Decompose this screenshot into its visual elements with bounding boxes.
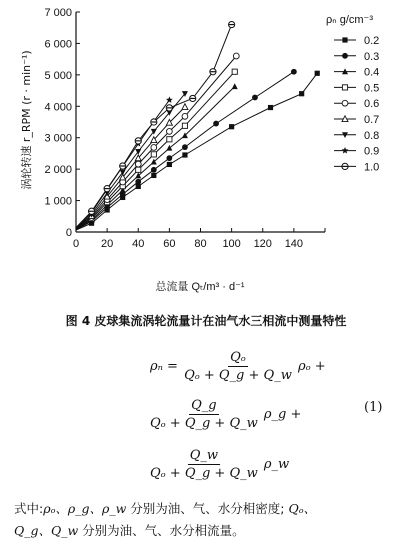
legend-item (334, 146, 379, 158)
legend-item (334, 130, 379, 142)
data-point (233, 53, 239, 59)
x-ticks (73, 228, 325, 250)
data-point (166, 105, 172, 111)
series-line (76, 25, 232, 228)
data-point (315, 71, 320, 76)
legend-item (334, 161, 379, 173)
legend-marker (342, 163, 348, 169)
data-point (151, 173, 156, 178)
data-point (291, 69, 297, 75)
data-point (135, 179, 141, 185)
y-tick-label: 4 000 (44, 101, 72, 114)
data-point (182, 152, 187, 157)
data-point (166, 96, 173, 103)
equation-number: (1) (364, 400, 383, 415)
fraction-2-numerator: Q_g (191, 398, 217, 413)
legend-label: 0.9 (364, 145, 380, 158)
data-point (299, 91, 304, 96)
fraction-2-denominator: Qₒ + Q_g + Q_w (150, 416, 258, 431)
x-tick-label: 100 (222, 238, 241, 250)
fraction-1-denominator: Qₒ + Q_g + Q_w (184, 368, 292, 383)
legend-item (334, 98, 379, 110)
y-tick-label: 5 000 (44, 69, 72, 82)
legend (326, 14, 379, 173)
data-point (229, 21, 235, 27)
fraction-3-denominator: Qₒ + Q_g + Q_w (150, 466, 258, 481)
x-tick-label: 40 (132, 238, 145, 250)
x-tick-label: 0 (72, 238, 80, 250)
legend-label: 0.2 (364, 35, 380, 47)
series-1.0 (76, 21, 235, 227)
data-point (232, 83, 238, 89)
legend-marker (342, 37, 347, 42)
x-tick-label: 60 (163, 238, 176, 250)
note-prefix: 式中: (14, 501, 44, 516)
data-point (166, 129, 172, 135)
note-density-symbols: ρₒ、ρ_g、ρ_w (43, 501, 127, 516)
equation-line-1 (150, 350, 326, 383)
data-point (151, 145, 157, 151)
data-point (151, 152, 156, 157)
fraction-3-numerator: Q_w (189, 448, 219, 463)
data-point (136, 167, 141, 172)
equation-note (14, 498, 406, 542)
x-tick-label: 120 (253, 238, 272, 250)
y-axis-label: 涡轮转速 r_RPM (r · min⁻¹) (20, 50, 33, 190)
data-point (182, 123, 187, 128)
legend-label: 1.0 (364, 161, 380, 174)
data-point (167, 137, 172, 142)
y-tick-label: 3 000 (44, 132, 72, 145)
data-point (268, 105, 273, 110)
data-point (166, 145, 172, 151)
data-point (151, 167, 157, 173)
equation-lhs: ρₙ = (150, 359, 178, 374)
legend-marker (342, 147, 349, 154)
data-point (167, 162, 172, 167)
data-point (182, 144, 188, 150)
equation-fraction-2 (148, 398, 260, 431)
y-ticks (44, 7, 80, 239)
note-density-text: 分别为油、气、水分相密度; (126, 501, 285, 516)
data-point (135, 138, 141, 144)
y-tick-label: 6 000 (44, 38, 72, 51)
data-point (210, 69, 216, 75)
y-tick-label: 1 000 (44, 195, 72, 208)
data-point (252, 95, 258, 101)
legend-item (334, 114, 379, 126)
x-tick-label: 80 (194, 238, 207, 250)
data-point (135, 161, 141, 167)
data-point (182, 104, 188, 110)
legend-item (334, 67, 379, 79)
legend-label: 0.8 (364, 129, 380, 142)
data-point (88, 208, 94, 214)
note-flow-text: 分别为油、气、水分相流量。 (78, 523, 245, 538)
x-tick-label: 140 (284, 238, 304, 250)
series-0.2 (76, 71, 320, 230)
note-flow-symbols: Q_g、Q_w (14, 523, 79, 538)
equation-term-1-suffix: ρₒ + (297, 359, 326, 374)
legend-marker (342, 85, 347, 90)
legend-marker (342, 100, 348, 106)
data-point (182, 113, 188, 119)
equation-line-3 (148, 448, 289, 481)
series-line (76, 73, 317, 230)
legend-label: 0.4 (364, 66, 380, 79)
legend-item (334, 82, 379, 94)
data-point (151, 119, 157, 125)
y-tick-label: 7 000 (44, 7, 72, 19)
legend-label: 0.7 (364, 114, 380, 126)
legend-marker (342, 53, 348, 59)
equation-term-2-suffix: ρ_g + (263, 407, 302, 422)
data-point (104, 186, 110, 192)
legend-label: 0.5 (364, 82, 380, 95)
legend-label: 0.3 (364, 50, 380, 63)
y-tick-label: 2 000 (44, 164, 72, 177)
legend-item (334, 35, 379, 47)
data-point (120, 163, 126, 169)
legend-label: 0.6 (364, 98, 380, 111)
data-point (213, 121, 219, 127)
equation-term-3-suffix: ρ_w (263, 457, 290, 472)
equation-line-2 (148, 398, 301, 431)
equation-fraction-1 (182, 350, 294, 383)
series-lines (76, 21, 320, 230)
fraction-1-numerator: Qₒ (230, 350, 246, 365)
note-flow-symbol-o: Qₒ、 (284, 501, 317, 516)
data-point (229, 124, 234, 129)
data-point (166, 155, 172, 161)
figure-caption: 图 4 皮球集流涡轮流量计在油气水三相流中测量特性 (65, 314, 347, 328)
data-point (190, 95, 196, 101)
legend-item (334, 51, 379, 63)
x-axis-label: 总流量 Qₜ/m³ · d⁻¹ (155, 281, 245, 293)
data-point (232, 69, 237, 74)
x-tick-label: 20 (101, 238, 114, 250)
equation-fraction-3 (148, 448, 260, 481)
y-tick-label: 0 (65, 227, 72, 239)
legend-title: ρₙ g/cm⁻³ (326, 14, 374, 26)
